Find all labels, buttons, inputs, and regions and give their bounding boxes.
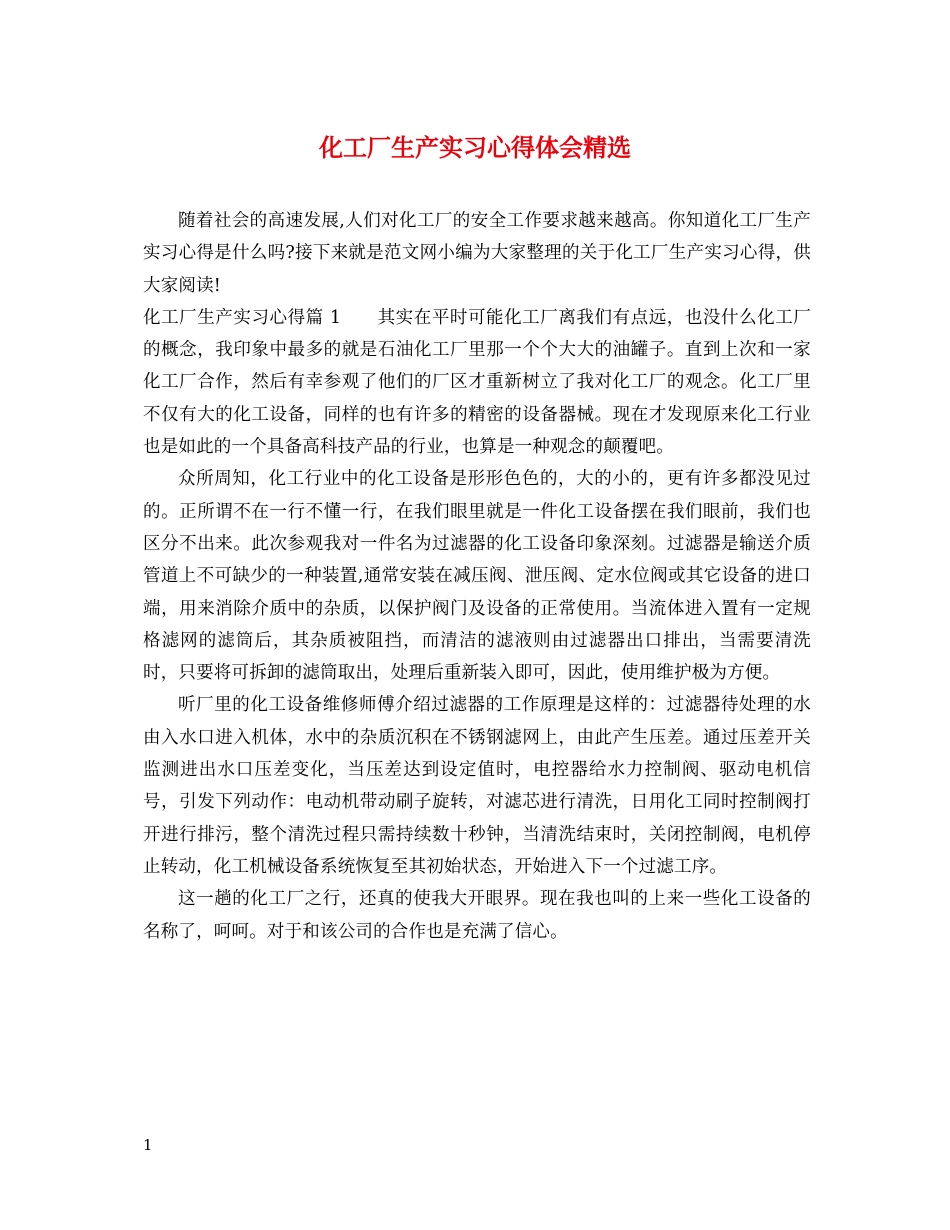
body-paragraph: 众所周知，化工行业中的化工设备是形形色色的，大的小的，更有许多都没见过的。正所谓不在一行不懂一行，在我们眼里就是一件化工设备摆在我们眼前，我们也区分不出来。此次参观我对一件名为过滤器的化工设备印象深刻。过滤器是输送介质管道上不可缺少的一种装置,通常安装在减压阀、泄压阀、定水位阀或其它设备的进口端，用来消除介质中的杂质，以保护阀门及设备的正常使用。当流体进入置有一定规格滤网的滤筒后，其杂质被阻挡，而清洁的滤液则由过滤器出口排出，当需要清洗时，只要将可拆卸的滤筒取出，处理后重新装入即可，因此，使用维护极为方便。: [143, 469, 811, 684]
page-number: 1: [143, 1136, 153, 1154]
intro-paragraph: 随着社会的高速发展,人们对化工厂的安全工作要求越来越高。你知道化工厂生产实习心得是什么吗?接下来就是范文网小编为大家整理的关于化工厂生产实习心得，供大家阅读!: [143, 211, 811, 296]
body-paragraph: 这一趟的化工厂之行，还真的使我大开眼界。现在我也叫的上来一些化工设备的名称了，呵呵。对于和该公司的合作也是充满了信心。: [143, 889, 811, 942]
section-first-paragraph: 其实在平时可能化工厂离我们有点远，也没什么化工厂的概念，我印象中最多的就是石油化工厂里那一个个大大的油罐子。直到上次和一家化工厂合作，然后有幸参观了他们的厂区才重新树立了我对化工厂的观念。化工厂里不仅有大的化工设备，同样的也有许多的精密的设备器械。现在才发现原来化工行业也是如此的一个具备高科技产品的行业，也算是一种观念的颠覆吧。: [143, 307, 811, 458]
page-title: 化工厂生产实习心得体会精选: [319, 133, 631, 162]
document-body: [143, 205, 811, 948]
body-paragraph: 听厂里的化工设备维修师傅介绍过滤器的工作原理是这样的：过滤器待处理的水由入水口进入机体，水中的杂质沉积在不锈钢滤网上，由此产生压差。通过压差开关监测进出水口压差变化，当压差达到设定值时，电控器给水力控制阀、驱动电机信号，引发下列动作：电动机带动刷子旋转，对滤芯进行清洗，日用化工同时控制阀打开进行排污，整个清洗过程只需持续数十秒钟，当清洗结束时，关闭控制阀，电机停止转动，化工机械设备系统恢复至其初始状态，开始进入下一个过滤工序。: [143, 695, 811, 877]
section-paragraph: [143, 302, 811, 463]
section-heading: 化工厂生产实习心得篇 1: [143, 307, 342, 328]
